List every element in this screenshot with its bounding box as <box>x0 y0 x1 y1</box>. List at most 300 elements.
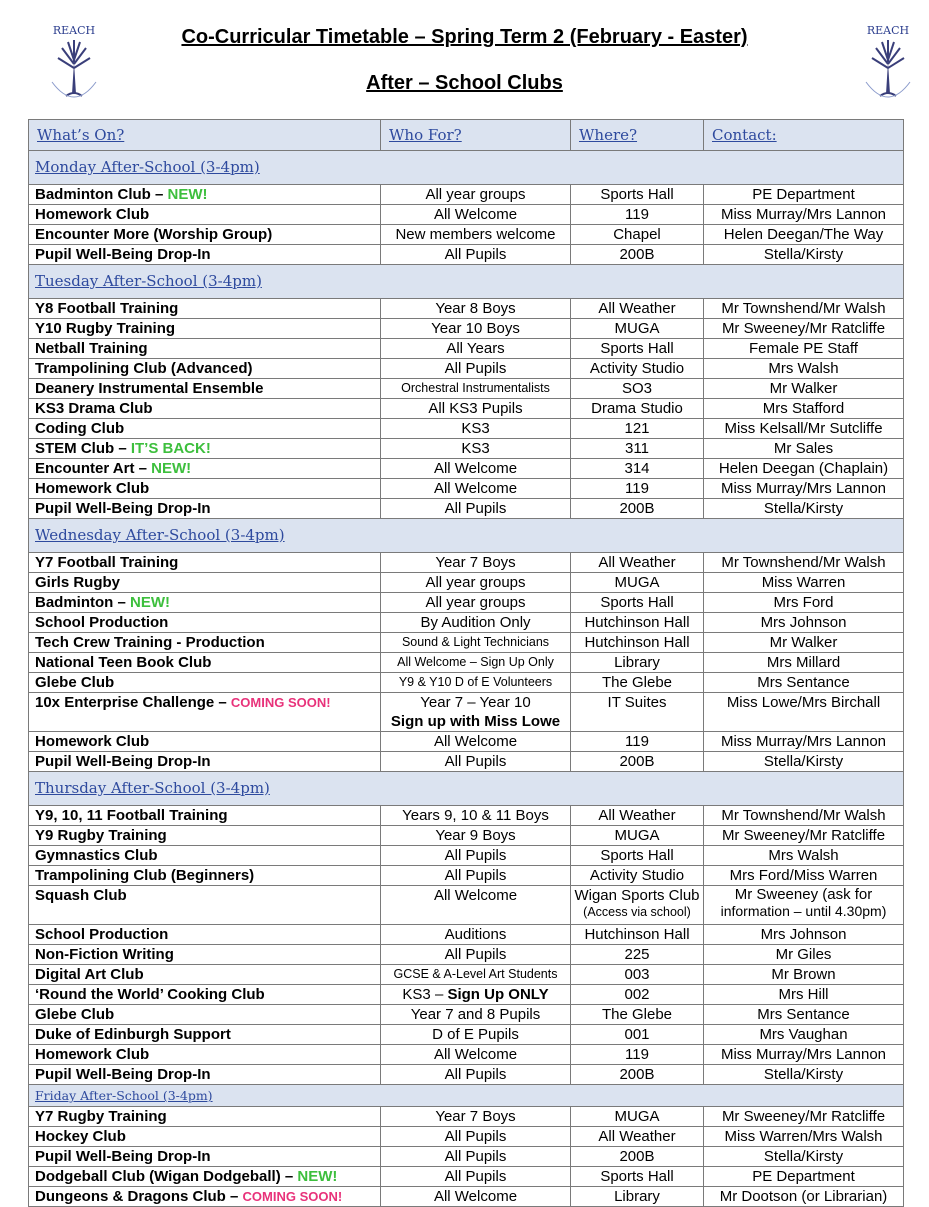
table-row <box>29 886 904 925</box>
cell-text: Wigan Sports Club <box>574 887 700 904</box>
table-row <box>29 613 904 633</box>
activity-cell <box>29 1045 381 1065</box>
contact-cell <box>704 1187 904 1207</box>
where-cell <box>571 925 704 945</box>
who-cell <box>381 339 571 359</box>
who-cell <box>381 806 571 826</box>
cell-text: 200B <box>619 753 655 770</box>
where-cell <box>571 593 704 613</box>
table-row <box>29 439 904 459</box>
contact-cell <box>704 245 904 265</box>
cell-text: All Pupils <box>444 246 507 263</box>
table-row <box>29 633 904 653</box>
cell-text: Miss Warren/Mrs Walsh <box>724 1128 883 1145</box>
table-row <box>29 925 904 945</box>
cell-text: All Years <box>446 340 505 357</box>
cell-text: Mr Sweeney/Mr Ratcliffe <box>721 320 886 337</box>
cell-text: All Pupils <box>444 1066 507 1083</box>
where-cell <box>571 1025 704 1045</box>
cell-text: 10x Enterprise Challenge – <box>35 694 231 711</box>
contact-cell <box>704 419 904 439</box>
table-row <box>29 1025 904 1045</box>
cell-text: Year 7 Boys <box>435 1108 516 1125</box>
contact-cell <box>704 693 904 732</box>
cell-text: Squash Club <box>35 887 127 904</box>
cell-text: 225 <box>624 946 650 963</box>
cell-text: Y9, 10, 11 Football Training <box>35 807 228 824</box>
cell-text: Year 7 Boys <box>435 554 516 571</box>
activity-cell <box>29 1167 381 1187</box>
activity-cell <box>29 1005 381 1025</box>
cell-text: All Welcome <box>433 480 518 497</box>
cell-text: Stella/Kirsty <box>763 1066 844 1083</box>
cell-text: Sports Hall <box>600 340 674 357</box>
cell-text: Mrs Johnson <box>760 926 847 943</box>
activity-cell <box>29 479 381 499</box>
table-row <box>29 479 904 499</box>
contact-cell <box>704 499 904 519</box>
cell-text: Miss Murray/Mrs Lannon <box>720 1046 887 1063</box>
where-cell <box>571 359 704 379</box>
table-row <box>29 205 904 225</box>
header-whats-on: What’s On? <box>29 120 381 151</box>
cell-text: Mr Townshend/Mr Walsh <box>721 807 886 824</box>
cell-text: Mrs Johnson <box>760 614 847 631</box>
table-row <box>29 846 904 866</box>
status-tag: COMING SOON! <box>242 1189 343 1204</box>
who-cell <box>381 459 571 479</box>
cell-text: Trampolining Club (Advanced) <box>35 360 253 377</box>
table-row <box>29 985 904 1005</box>
cell-text: Year 7 and 8 Pupils <box>410 1006 541 1023</box>
contact-cell <box>704 1107 904 1127</box>
where-cell <box>571 319 704 339</box>
activity-cell <box>29 419 381 439</box>
cell-text: Trampolining Club (Beginners) <box>35 867 255 884</box>
cell-text: Mrs Walsh <box>768 847 839 864</box>
who-cell <box>381 399 571 419</box>
cell-text: 119 <box>625 1046 649 1063</box>
who-cell <box>381 866 571 886</box>
contact-cell <box>704 205 904 225</box>
cell-text: Glebe Club <box>35 674 115 691</box>
who-cell <box>381 359 571 379</box>
cell-text: Library <box>614 1188 660 1205</box>
cell-text: Hockey Club <box>35 1128 126 1145</box>
cell-text: Helen Deegan (Chaplain) <box>718 460 889 477</box>
where-cell <box>571 1045 704 1065</box>
who-cell <box>381 225 571 245</box>
day-header-wednesday <box>29 519 904 553</box>
who-cell <box>381 205 571 225</box>
table-row <box>29 1045 904 1065</box>
cell-text: Homework Club <box>35 1046 150 1063</box>
cell-text: Encounter More (Worship Group) <box>35 226 273 243</box>
who-cell <box>381 1187 571 1207</box>
where-cell <box>571 399 704 419</box>
table-row <box>29 359 904 379</box>
cell-text: Mr Sweeney (ask for <box>734 886 873 903</box>
who-cell <box>381 925 571 945</box>
cell-text: Female PE Staff <box>749 340 858 357</box>
signup-note: Sign Up ONLY <box>447 986 549 1003</box>
cell-text: Mr Walker <box>769 380 838 397</box>
cell-text: Hutchinson Hall <box>584 634 690 651</box>
cell-text: 119 <box>625 733 649 750</box>
activity-cell <box>29 693 381 732</box>
who-cell <box>381 319 571 339</box>
contact-cell <box>704 866 904 886</box>
status-tag: NEW! <box>151 460 192 477</box>
cell-text: MUGA <box>614 320 660 337</box>
cell-text: Girls Rugby <box>35 574 121 591</box>
cell-text: All year groups <box>425 186 526 203</box>
cell-text: Library <box>614 654 660 671</box>
table-row <box>29 673 904 693</box>
table-row <box>29 866 904 886</box>
activity-cell <box>29 653 381 673</box>
activity-cell <box>29 945 381 965</box>
where-cell <box>571 1005 704 1025</box>
activity-cell <box>29 459 381 479</box>
cell-text: Year 10 Boys <box>431 320 520 337</box>
cell-text: All year groups <box>425 594 526 611</box>
who-cell <box>381 985 571 1005</box>
who-cell <box>381 185 571 205</box>
where-cell <box>571 846 704 866</box>
day-label: Wednesday After-School (3-4pm) <box>35 526 285 544</box>
cell-text: Gymnastics Club <box>35 847 158 864</box>
cell-text: 200B <box>619 1148 655 1165</box>
logo-text: REACH <box>52 24 96 37</box>
day-header-cell <box>29 151 904 185</box>
activity-cell <box>29 1025 381 1045</box>
contact-cell <box>704 185 904 205</box>
cell-text: Badminton – <box>35 594 131 611</box>
who-cell <box>381 846 571 866</box>
day-header-friday <box>29 1085 904 1107</box>
cell-text: All Welcome <box>433 887 518 904</box>
day-header-thursday <box>29 772 904 806</box>
activity-cell <box>29 379 381 399</box>
cell-text: Stella/Kirsty <box>763 246 844 263</box>
cell-text: Pupil Well-Being Drop-In <box>35 500 211 517</box>
table-row <box>29 752 904 772</box>
day-header-cell <box>29 265 904 299</box>
who-cell <box>381 1127 571 1147</box>
cell-text: Homework Club <box>35 206 150 223</box>
contact-cell <box>704 1147 904 1167</box>
cell-text: Mrs Ford <box>773 594 834 611</box>
cell-text: Mrs Stafford <box>762 400 845 417</box>
who-cell <box>381 633 571 653</box>
table-row <box>29 1187 904 1207</box>
table-row <box>29 806 904 826</box>
activity-cell <box>29 299 381 319</box>
cell-text: MUGA <box>614 574 660 591</box>
timetable <box>28 119 904 1207</box>
page-title: Co-Curricular Timetable – Spring Term 2 (February - Easter) <box>181 26 748 48</box>
activity-cell <box>29 806 381 826</box>
activity-cell <box>29 439 381 459</box>
who-cell <box>381 299 571 319</box>
cell-text: New members welcome <box>395 226 556 243</box>
who-cell <box>381 439 571 459</box>
cell-text: 002 <box>624 986 650 1003</box>
contact-cell <box>704 633 904 653</box>
who-cell <box>381 965 571 985</box>
cell-text: All Weather <box>598 1128 676 1145</box>
contact-cell <box>704 1025 904 1045</box>
cell-text: PE Department <box>752 186 855 203</box>
table-row <box>29 499 904 519</box>
cell-text: Mr Brown <box>771 966 836 983</box>
cell-text: All Pupils <box>444 500 507 517</box>
where-cell <box>571 459 704 479</box>
activity-cell <box>29 1147 381 1167</box>
cell-text: All Pupils <box>444 946 507 963</box>
contact-cell <box>704 319 904 339</box>
cell-text: National Teen Book Club <box>35 654 212 671</box>
contact-cell <box>704 1127 904 1147</box>
activity-cell <box>29 593 381 613</box>
day-header-cell <box>29 772 904 806</box>
where-cell <box>571 245 704 265</box>
table-row <box>29 459 904 479</box>
cell-text: Pupil Well-Being Drop-In <box>35 753 211 770</box>
where-cell <box>571 653 704 673</box>
contact-cell <box>704 653 904 673</box>
contact-cell <box>704 339 904 359</box>
contact-cell <box>704 965 904 985</box>
table-row <box>29 379 904 399</box>
cell-text: Miss Murray/Mrs Lannon <box>720 206 887 223</box>
table-row <box>29 1147 904 1167</box>
cell-text: KS3 <box>461 420 490 437</box>
cell-text: SO3 <box>621 380 652 397</box>
contact-cell <box>704 359 904 379</box>
cell-text: Mr Walker <box>769 634 838 651</box>
where-cell <box>571 1147 704 1167</box>
cell-text: Auditions <box>444 926 507 943</box>
cell-text: Sports Hall <box>600 186 674 203</box>
cell-text: Glebe Club <box>35 1006 115 1023</box>
cell-text: All Weather <box>598 554 676 571</box>
activity-cell <box>29 205 381 225</box>
cell-text: All Pupils <box>444 1168 507 1185</box>
who-cell <box>381 1025 571 1045</box>
contact-cell <box>704 573 904 593</box>
where-cell <box>571 613 704 633</box>
where-cell <box>571 633 704 653</box>
cell-text: All Pupils <box>444 753 507 770</box>
who-cell <box>381 419 571 439</box>
cell-text: Homework Club <box>35 480 150 497</box>
cell-text: 003 <box>624 966 650 983</box>
who-cell <box>381 653 571 673</box>
cell-text: Y7 Football Training <box>35 554 179 571</box>
where-cell <box>571 752 704 772</box>
table-header <box>29 120 904 151</box>
cell-text: All Pupils <box>444 867 507 884</box>
contact-cell <box>704 593 904 613</box>
contact-cell <box>704 1065 904 1085</box>
cell-text: MUGA <box>614 1108 660 1125</box>
contact-cell <box>704 732 904 752</box>
cell-text: Badminton Club – <box>35 186 168 203</box>
cell-text: Dungeons & Dragons Club – <box>35 1188 243 1205</box>
activity-cell <box>29 499 381 519</box>
cell-text: Helen Deegan/The Way <box>723 226 884 243</box>
cell-text: Activity Studio <box>589 360 685 377</box>
table-row <box>29 1127 904 1147</box>
contact-cell <box>704 459 904 479</box>
cell-text: All Welcome – Sign Up Only <box>397 655 554 669</box>
activity-cell <box>29 245 381 265</box>
cell-text: Mrs Vaughan <box>759 1026 848 1043</box>
cell-text: Mr Giles <box>775 946 832 963</box>
table-row <box>29 945 904 965</box>
cell-text: KS3 Drama Club <box>35 400 153 417</box>
activity-cell <box>29 553 381 573</box>
where-cell <box>571 965 704 985</box>
cell-text: Years 9, 10 & 11 Boys <box>402 807 549 824</box>
activity-cell <box>29 673 381 693</box>
cell-text: Mrs Sentance <box>757 674 850 691</box>
contact-cell <box>704 613 904 633</box>
cell-text: IT Suites <box>607 694 667 711</box>
cell-text: Drama Studio <box>591 400 683 417</box>
header-who-for: Who For? <box>381 120 571 151</box>
table-row <box>29 245 904 265</box>
activity-cell <box>29 826 381 846</box>
who-cell <box>381 732 571 752</box>
activity-cell <box>29 225 381 245</box>
who-cell <box>381 1167 571 1187</box>
cell-text: Miss Kelsall/Mr Sutcliffe <box>724 420 883 437</box>
cell-text: KS3 – <box>402 986 448 1003</box>
where-cell <box>571 479 704 499</box>
cell-text: All Welcome <box>433 1188 518 1205</box>
cell-text: Mrs Millard <box>766 654 841 671</box>
contact-cell <box>704 479 904 499</box>
table-row <box>29 419 904 439</box>
contact-cell <box>704 379 904 399</box>
where-cell <box>571 1167 704 1187</box>
cell-text: KS3 <box>461 440 490 457</box>
cell-text: 119 <box>625 206 649 223</box>
who-cell <box>381 613 571 633</box>
cell-text: All Pupils <box>444 360 507 377</box>
contact-cell <box>704 925 904 945</box>
where-cell <box>571 225 704 245</box>
contact-cell <box>704 1045 904 1065</box>
where-cell <box>571 732 704 752</box>
contact-cell <box>704 399 904 419</box>
activity-cell <box>29 339 381 359</box>
status-tag: COMING SOON! <box>230 695 331 710</box>
where-cell <box>571 299 704 319</box>
activity-cell <box>29 886 381 925</box>
cell-text: The Glebe <box>601 674 673 691</box>
table-row <box>29 1107 904 1127</box>
cell-note: information – until 4.30pm) <box>720 903 887 919</box>
activity-cell <box>29 359 381 379</box>
contact-cell <box>704 553 904 573</box>
table-row <box>29 732 904 752</box>
who-cell <box>381 1045 571 1065</box>
cell-text: 311 <box>625 440 649 457</box>
cell-text: 200B <box>619 246 655 263</box>
cell-text: Pupil Well-Being Drop-In <box>35 246 211 263</box>
cell-text: Activity Studio <box>589 867 685 884</box>
where-cell <box>571 806 704 826</box>
cell-text: All KS3 Pupils <box>428 400 523 417</box>
activity-cell <box>29 866 381 886</box>
activity-cell <box>29 399 381 419</box>
cell-text: 119 <box>625 480 649 497</box>
who-cell <box>381 752 571 772</box>
who-cell <box>381 379 571 399</box>
table-row <box>29 653 904 673</box>
cell-text: All Weather <box>598 300 676 317</box>
day-label: Tuesday After-School (3-4pm) <box>35 272 262 290</box>
cell-text: 121 <box>624 420 650 437</box>
contact-cell <box>704 826 904 846</box>
contact-cell <box>704 225 904 245</box>
cell-text: Encounter Art – <box>35 460 152 477</box>
contact-cell <box>704 673 904 693</box>
cell-text: Coding Club <box>35 420 125 437</box>
cell-text: Duke of Edinburgh Support <box>35 1026 231 1043</box>
who-cell <box>381 693 571 732</box>
day-header-monday <box>29 151 904 185</box>
where-cell <box>571 866 704 886</box>
who-cell <box>381 1147 571 1167</box>
where-cell <box>571 185 704 205</box>
cell-text: 314 <box>624 460 650 477</box>
cell-text: Pupil Well-Being Drop-In <box>35 1148 211 1165</box>
who-cell <box>381 499 571 519</box>
cell-text: Non-Fiction Writing <box>35 946 174 963</box>
activity-cell <box>29 1127 381 1147</box>
cell-text: Sports Hall <box>600 847 674 864</box>
activity-cell <box>29 185 381 205</box>
contact-cell <box>704 439 904 459</box>
table-row <box>29 1167 904 1187</box>
activity-cell <box>29 846 381 866</box>
cell-text: All Weather <box>598 807 676 824</box>
cell-text: Sports Hall <box>600 1168 674 1185</box>
cell-text: The Glebe <box>601 1006 673 1023</box>
where-cell <box>571 553 704 573</box>
where-cell <box>571 379 704 399</box>
contact-cell <box>704 1005 904 1025</box>
cell-text: Mrs Ford/Miss Warren <box>729 867 878 884</box>
cell-text: Stella/Kirsty <box>763 500 844 517</box>
who-cell <box>381 573 571 593</box>
table-row <box>29 965 904 985</box>
cell-text: Mr Sweeney/Mr Ratcliffe <box>721 827 886 844</box>
cell-text: Year 7 – Year 10 <box>420 694 531 711</box>
table-row <box>29 225 904 245</box>
cell-text: By Audition Only <box>420 614 531 631</box>
who-cell <box>381 245 571 265</box>
cell-text: Chapel <box>613 226 661 243</box>
table-row <box>29 299 904 319</box>
table-row <box>29 573 904 593</box>
day-label: Friday After-School (3-4pm) <box>35 1088 213 1103</box>
